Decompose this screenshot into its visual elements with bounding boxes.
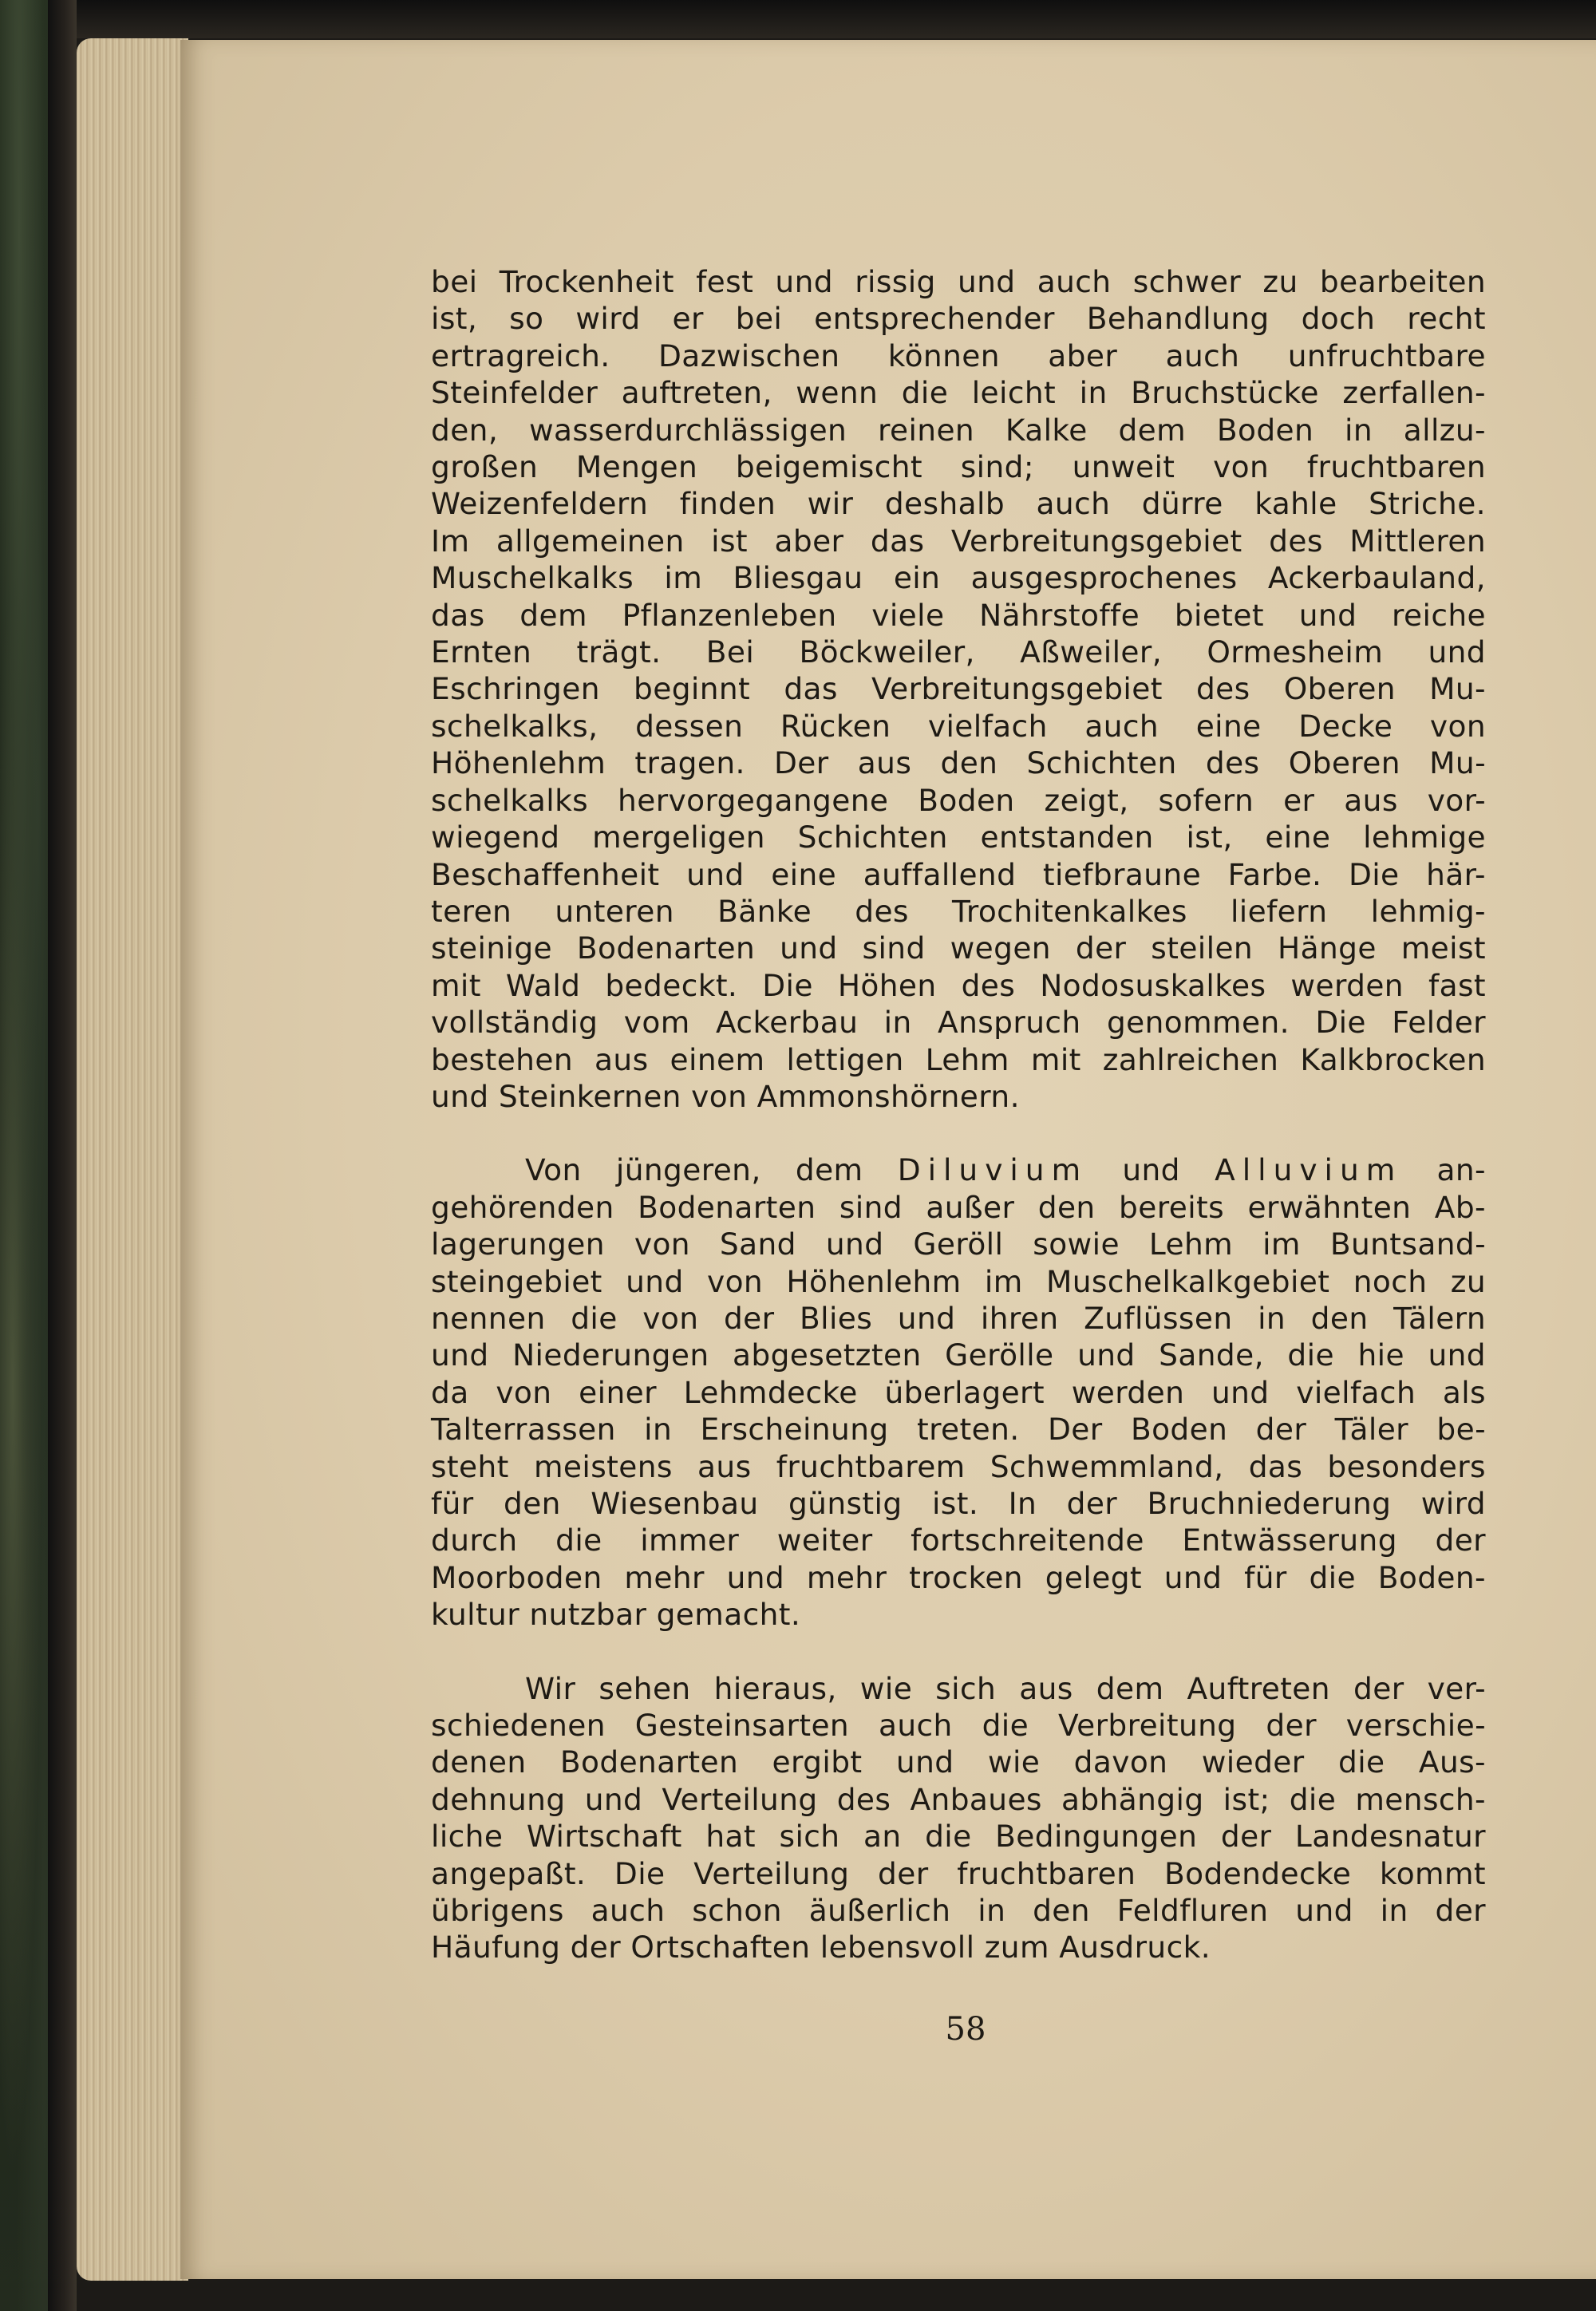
text-line: da von einer Lehmdecke überlagert werden und vielfach als — [431, 1374, 1486, 1410]
text-line: nennen die von der Blies und ihren Zuflüssen in den Tälern — [431, 1300, 1486, 1336]
page-edges-stack — [77, 38, 188, 2281]
text-line: ist, so wird er bei entsprechender Behandlung doch recht — [431, 301, 1486, 337]
text-run: und — [1088, 1152, 1215, 1188]
text-line: Steinfelder auftreten, wenn die leicht in Bruchstücke zerfallen- — [431, 375, 1486, 411]
text-line: schelkalks, dessen Rücken vielfach auch eine Decke von — [431, 708, 1486, 744]
text-line: liche Wirtschaft hat sich an die Bedingungen der Landesnatur — [431, 1819, 1486, 1855]
text-run: Von jüngeren, dem — [525, 1152, 898, 1188]
text-run: an- — [1402, 1152, 1486, 1188]
text-line: lagerungen von Sand und Geröll sowie Lehm im Buntsand- — [431, 1227, 1486, 1262]
paragraph-spacer — [431, 1115, 1486, 1152]
text-line: denen Bodenarten ergibt und wie davon wieder die Aus- — [431, 1744, 1486, 1780]
text-line: Weizenfeldern finden wir deshalb auch dürre kahle Striche. — [431, 486, 1486, 522]
text-line: kultur nutzbar gemacht. — [431, 1597, 801, 1633]
text-line: teren unteren Bänke des Trochitenkalkes liefern lehmig- — [431, 893, 1486, 929]
text-line: ertragreich. Dazwischen können aber auch unfruchtbare — [431, 338, 1486, 373]
text-line: Beschaffenheit und eine auffallend tiefbraune Farbe. Die här- — [431, 856, 1486, 892]
text-line: Höhenlehm tragen. Der aus den Schichten des Oberen Mu- — [431, 745, 1486, 781]
text-line: wiegend mergeligen Schichten entstanden ist, eine lehmige — [431, 820, 1486, 855]
text-line: mit Wald bedeckt. Die Höhen des Nodosuskalkes werden fast — [431, 967, 1486, 1003]
text-line: angepaßt. Die Verteilung der fruchtbaren Bodendecke kommt — [431, 1855, 1486, 1891]
body-text — [431, 263, 1486, 1966]
scan-top-edge — [0, 0, 1596, 38]
text-line: Häufung der Ortschaften lebensvoll zum Ausdruck. — [431, 1930, 1211, 1965]
text-line: Ernten trägt. Bei Böckweiler, Aßweiler, Ormesheim und — [431, 634, 1486, 670]
book-spine-edge — [48, 0, 77, 2311]
text-line: Moorboden mehr und mehr trocken gelegt und für die Boden- — [431, 1559, 1486, 1595]
paragraph-1 — [431, 263, 1486, 1115]
text-line: bei Trockenheit fest und rissig und auch schwer zu bearbeiten — [431, 264, 1486, 299]
text-line: schiedenen Gesteinsarten auch die Verbreitung der verschie- — [431, 1708, 1486, 1744]
paragraph-2 — [431, 1152, 1486, 1633]
paragraph-spacer — [431, 1634, 1486, 1670]
text-line: gehörenden Bodenarten sind außer den bereits erwähnten Ab- — [431, 1189, 1486, 1225]
text-line: und Niederungen abgesetzten Gerölle und Sande, die hie und — [431, 1337, 1486, 1373]
text-line: das dem Pflanzenleben viele Nährstoffe bietet und reiche — [431, 597, 1486, 633]
paragraph-3 — [431, 1670, 1486, 1966]
text-line: durch die immer weiter fortschreitende Entwässerung der — [431, 1523, 1486, 1558]
text-line: und Steinkernen von Ammonshörnern. — [431, 1078, 1020, 1114]
text-line: Wir sehen hieraus, wie sich aus dem Auftreten der ver- — [525, 1670, 1486, 1706]
text-line: übrigens auch schon äußerlich in den Feldfluren und in der — [431, 1893, 1486, 1929]
text-line: für den Wiesenbau günstig ist. In der Bruchniederung wird — [431, 1486, 1486, 1521]
text-line: Eschringen beginnt das Verbreitungsgebiet des Oberen Mu- — [431, 671, 1486, 707]
text-line: großen Mengen beigemischt sind; unweit von fruchtbaren — [431, 449, 1486, 485]
spaced-term-alluvium: Alluvium — [1215, 1152, 1403, 1188]
text-line — [431, 1152, 1486, 1188]
spaced-term-diluvium: Diluvium — [897, 1152, 1088, 1188]
text-line: steinige Bodenarten und sind wegen der steilen Hänge meist — [431, 930, 1486, 966]
text-line: Talterrassen in Erscheinung treten. Der Boden der Täler be- — [431, 1412, 1486, 1448]
text-line: vollständig vom Ackerbau in Anspruch genommen. Die Felder — [431, 1005, 1486, 1041]
text-line: steingebiet und von Höhenlehm im Muschelkalkgebiet noch zu — [431, 1263, 1486, 1299]
text-line: Muschelkalks im Bliesgau ein ausgesprochenes Ackerbauland, — [431, 560, 1486, 596]
text-line: Im allgemeinen ist aber das Verbreitungsgebiet des Mittleren — [431, 523, 1486, 559]
text-line: den, wasserdurchlässigen reinen Kalke dem Boden in allzu- — [431, 412, 1486, 448]
text-line: bestehen aus einem lettigen Lehm mit zahlreichen Kalkbrocken — [431, 1041, 1486, 1077]
text-line: schelkalks hervorgegangene Boden zeigt, sofern er aus vor- — [431, 782, 1486, 818]
text-line: dehnung und Verteilung des Anbaues abhängig ist; die mensch- — [431, 1781, 1486, 1817]
text-line: steht meistens aus fruchtbarem Schwemmland, das besonders — [431, 1448, 1486, 1484]
page-number: 58 — [945, 2011, 986, 2048]
